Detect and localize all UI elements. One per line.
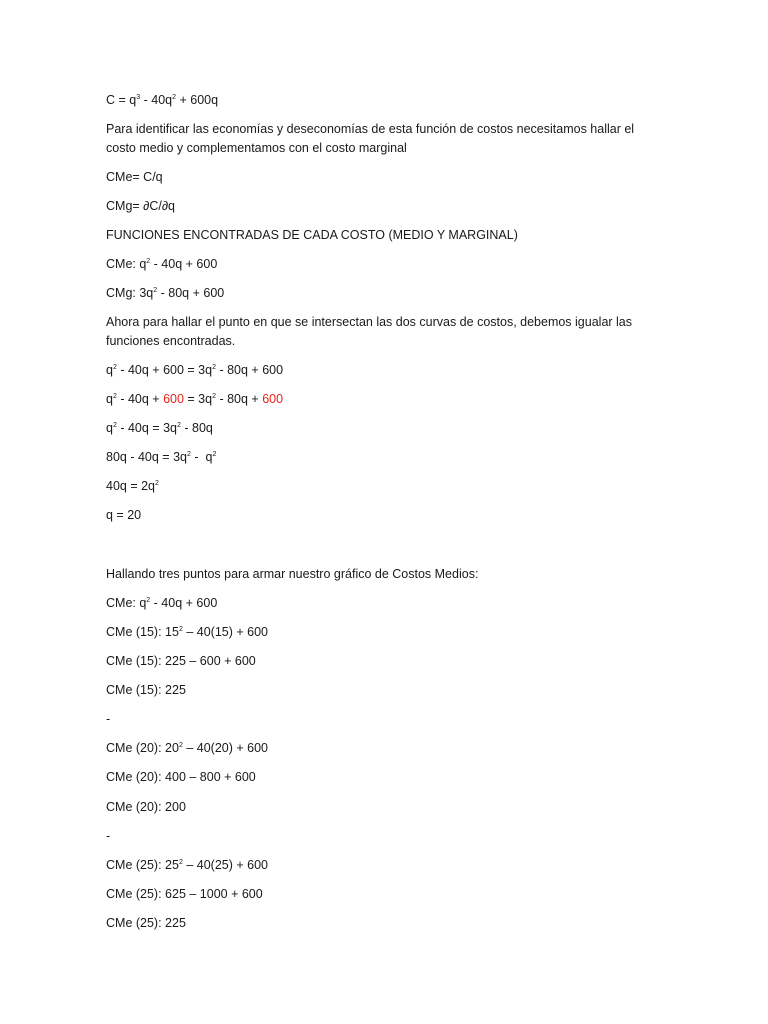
- marginal-cost-definition: CMg= ∂C/∂q: [106, 199, 175, 213]
- intersection-paragraph: Ahora para hallar el punto en que se intersectan las dos curvas de costos, debemos igualar las funciones encontradas.: [106, 315, 633, 348]
- functions-heading: FUNCIONES ENCONTRADAS DE CADA COSTO (MEDIO Y MARGINAL): [106, 228, 518, 242]
- average-cost-function: CMe: $q^2 - 40q + 600$: [106, 257, 218, 271]
- intro-paragraph: Para identificar las economías y deseconomías de esta función de costos necesitamos hallar el costo medio y complementamos con el costo marginal: [106, 122, 635, 155]
- equation-step-4: $80q - 40q = 3q^2 - q^2$: [106, 450, 217, 464]
- cme-15-result: CMe (15): 225: [106, 683, 186, 697]
- separator-dash: -: [106, 712, 111, 726]
- equation-step-1: $q^2 - 40q + 600 = 3q^2 - 80q + 600$: [106, 363, 284, 377]
- cost-function-line: $C = q^3 - 40q^2 + 600q$: [106, 93, 219, 107]
- cme-25-step-2: CMe (25): 625 – 1000 + 600: [106, 887, 263, 901]
- highlight-constant-right: 600: [262, 392, 284, 406]
- cme-20-step-2: CMe (20): 400 – 800 + 600: [106, 770, 256, 784]
- cme-20-step-1: CMe (20): $20^2 - 40(20) + 600$: [106, 741, 268, 755]
- cme-25-result: CMe (25): 225: [106, 916, 186, 930]
- cme-25-step-1: CMe (25): $25^2 - 40(25) + 600$: [106, 858, 268, 872]
- average-cost-function-repeat: CMe: $q^2 - 40q + 600$: [106, 596, 218, 610]
- equation-step-3: $q^2 - 40q = 3q^2 - 80q$: [106, 421, 213, 435]
- marginal-cost-function: CMg: $3q^2 - 80q + 600$: [106, 286, 225, 300]
- cme-20-result: CMe (20): 200: [106, 800, 186, 814]
- equation-step-5: $40q = 2q^2$: [106, 479, 159, 493]
- cme-15-step-1: CMe (15): $15^2 - 40(15) + 600$: [106, 625, 268, 639]
- points-heading: Hallando tres puntos para armar nuestro gráfico de Costos Medios:: [106, 567, 479, 581]
- separator-dash: -: [106, 829, 111, 843]
- cme-15-step-2: CMe (15): 225 – 600 + 600: [106, 654, 256, 668]
- highlight-constant-left: 600: [163, 392, 184, 406]
- equation-result: q = 20: [106, 508, 142, 522]
- equation-step-2: $q^2 - 40q + 600 = 3q^2 - 80q + 600$: [106, 392, 284, 406]
- average-cost-definition: CMe= C/q: [106, 170, 163, 184]
